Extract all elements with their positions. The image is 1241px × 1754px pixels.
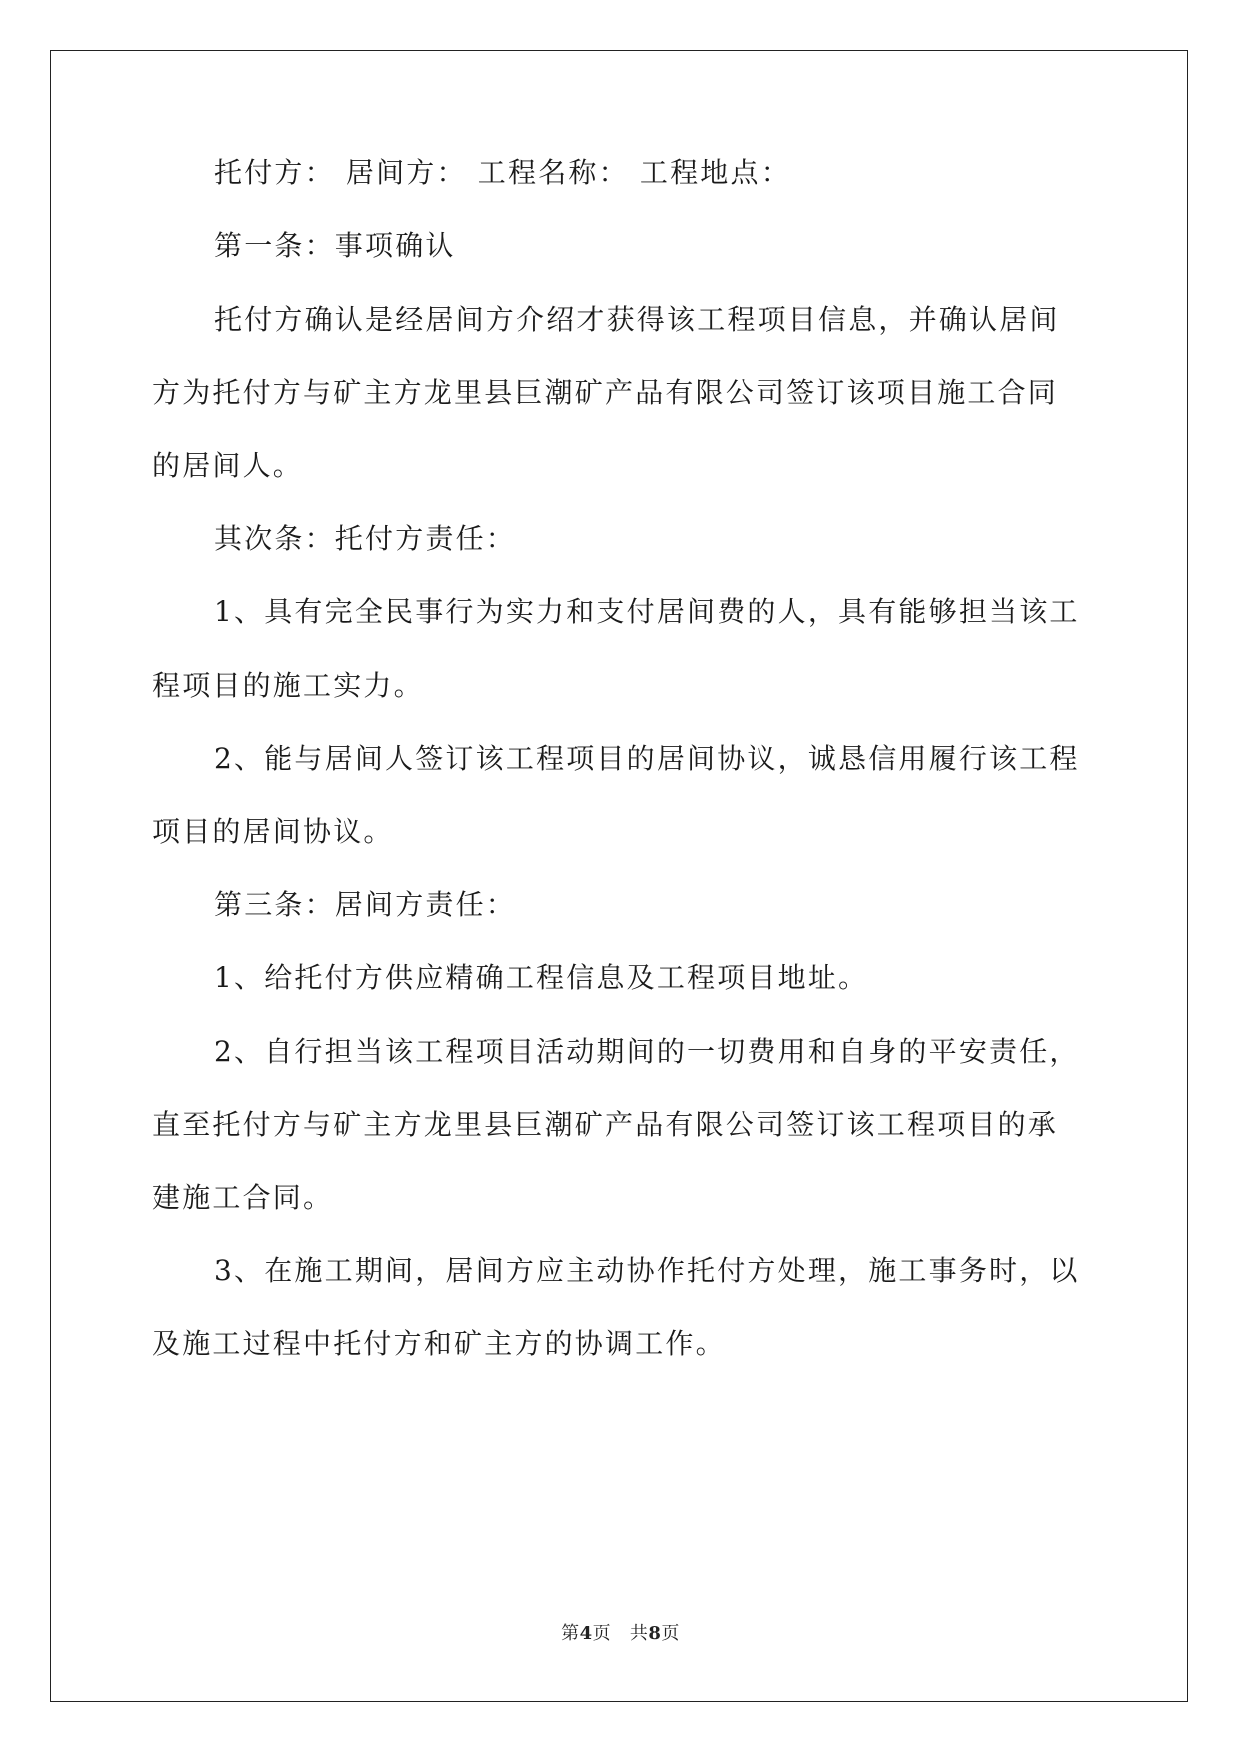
article-3-heading: 第三条：居间方责任：	[214, 888, 517, 921]
paragraph-line: 2、能与居间人签订该工程项目的居间协议，诚恳信用履行该工程	[214, 742, 1080, 775]
paragraph-line: 的居间人。	[152, 449, 304, 482]
paragraph-line: 托付方确认是经居间方介绍才获得该工程项目信息，并确认居间	[214, 303, 1060, 336]
footer-total-prefix: 共	[629, 1623, 649, 1644]
current-page-number: 4	[579, 1623, 593, 1644]
article-1-heading: 第一条：事项确认	[214, 229, 456, 262]
page-border	[50, 50, 1188, 1702]
page-footer	[0, 1622, 1241, 1646]
paragraph-line: 项目的居间协议。	[152, 815, 394, 848]
article-2-heading: 其次条：托付方责任：	[214, 522, 517, 555]
party-fields-line: 托付方： 居间方： 工程名称： 工程地点：	[214, 156, 791, 189]
paragraph-line: 建施工合同。	[152, 1181, 334, 1214]
paragraph-line: 方为托付方与矿主方龙里县巨潮矿产品有限公司签订该项目施工合同	[152, 376, 1059, 409]
total-page-count: 8	[648, 1623, 662, 1644]
footer-total-suffix: 页	[661, 1623, 680, 1644]
paragraph-line: 1、给托付方供应精确工程信息及工程项目地址。	[214, 961, 869, 994]
paragraph-line: 及施工过程中托付方和矿主方的协调工作。	[152, 1327, 726, 1360]
paragraph-line: 1、具有完全民事行为实力和支付居间费的人，具有能够担当该工	[214, 595, 1080, 628]
footer-page-suffix: 页	[592, 1623, 612, 1644]
paragraph-line: 2、自行担当该工程项目活动期间的一切费用和自身的平安责任，	[214, 1035, 1080, 1068]
paragraph-line: 直至托付方与矿主方龙里县巨潮矿产品有限公司签订该工程项目的承	[152, 1108, 1059, 1141]
paragraph-line: 程项目的施工实力。	[152, 669, 424, 702]
footer-prefix: 第	[561, 1623, 580, 1644]
paragraph-line: 3、在施工期间，居间方应主动协作托付方处理，施工事务时，以	[214, 1254, 1080, 1287]
